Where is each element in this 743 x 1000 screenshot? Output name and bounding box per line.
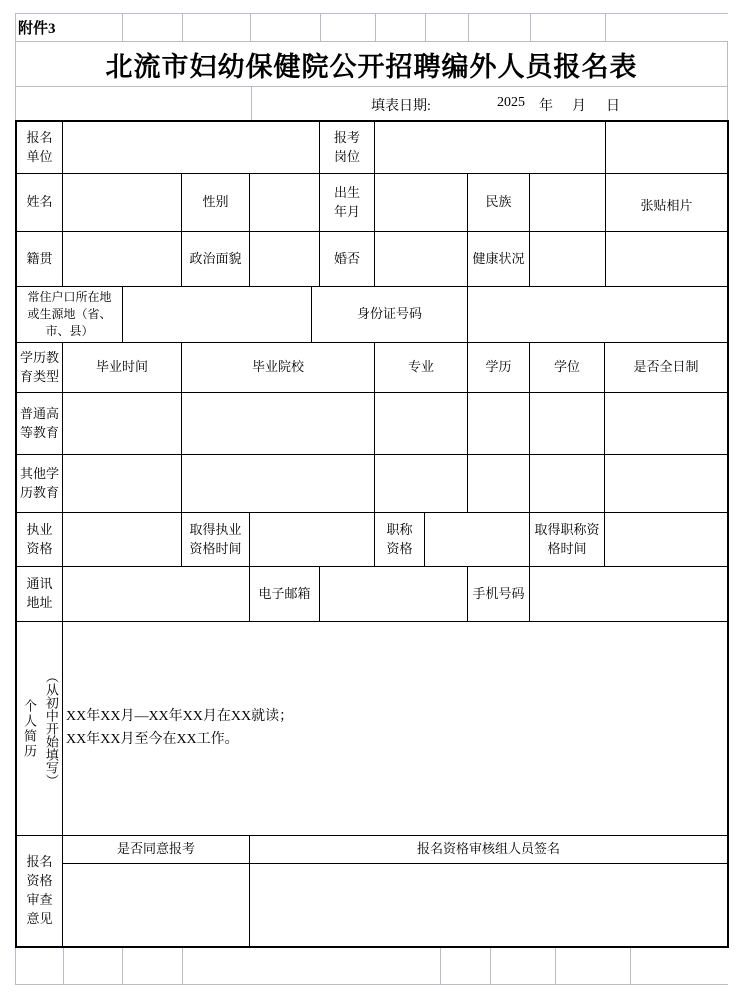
application-form-table (15, 120, 729, 948)
email-label: 电子邮箱 (250, 567, 320, 622)
other-edu-label: 其他学历教育 (17, 455, 63, 513)
attachment-label: 附件3 (18, 21, 56, 37)
sheet-cell[interactable] (123, 14, 183, 41)
education-header-row (17, 343, 727, 393)
sheet-cell[interactable] (426, 14, 469, 41)
marital-label: 婚否 (320, 232, 375, 287)
higher-edu-degree-cell[interactable] (530, 393, 605, 455)
date-month-unit: 月 (572, 99, 586, 114)
other-edu-major-cell[interactable] (375, 455, 468, 513)
other-edu-school-cell[interactable] (182, 455, 375, 513)
pro-title-time-label: 取得职称资格时间 (530, 513, 605, 567)
higher-edu-level-cell[interactable] (468, 393, 530, 455)
date-row (15, 87, 728, 120)
sheet-cell[interactable] (631, 948, 728, 984)
sign-input-cell[interactable] (250, 864, 727, 946)
sheet-cell[interactable] (251, 14, 321, 41)
residence-input-cell[interactable] (123, 287, 312, 343)
table-row (17, 287, 727, 343)
sheet-cell[interactable] (16, 948, 64, 984)
photo-cell[interactable] (605, 122, 727, 287)
practice-qualification-label: 执业资格 (17, 513, 63, 567)
applied-post-label: 报考岗位 (320, 122, 375, 174)
higher-edu-major-cell[interactable] (375, 393, 468, 455)
date-year-unit: 年 (539, 99, 553, 114)
applicant-unit-label: 报名单位 (17, 122, 63, 174)
major-header: 专业 (375, 343, 468, 393)
gender-input-cell[interactable] (250, 174, 320, 232)
sheet-cell[interactable] (376, 14, 426, 41)
native-place-label: 籍贯 (17, 232, 63, 287)
education-row (17, 455, 727, 513)
practice-time-label: 取得执业资格时间 (182, 513, 250, 567)
higher-edu-time-cell[interactable] (63, 393, 182, 455)
practice-qualification-input-cell[interactable] (63, 513, 182, 567)
residence-label: 常住户口所在地或生源地（省、市、县） (17, 287, 123, 343)
table-row (17, 567, 727, 622)
other-edu-degree-cell[interactable] (530, 455, 605, 513)
sheet-grid-bottom (15, 948, 728, 985)
fulltime-header: 是否全日制 (605, 343, 727, 393)
sheet-cell[interactable] (321, 14, 376, 41)
sheet-cell[interactable] (491, 948, 556, 984)
mobile-input-cell[interactable] (530, 567, 727, 622)
other-edu-fulltime-cell[interactable] (605, 455, 727, 513)
marital-input-cell[interactable] (375, 232, 468, 287)
review-label-cell: 报名资格审查意见 (17, 836, 63, 946)
sheet-cell[interactable] (469, 14, 531, 41)
resume-row (17, 622, 727, 836)
practice-time-input-cell[interactable] (250, 513, 375, 567)
id-number-label: 身份证号码 (312, 287, 468, 343)
id-number-input-cell[interactable] (468, 287, 727, 343)
email-input-cell[interactable] (320, 567, 468, 622)
political-status-input-cell[interactable] (250, 232, 320, 287)
other-edu-time-cell[interactable] (63, 455, 182, 513)
pro-title-time-input-cell[interactable] (605, 513, 727, 567)
date-year-value[interactable]: 2025 (497, 95, 525, 110)
agree-input-cell[interactable] (63, 864, 250, 946)
sheet-cell[interactable] (606, 14, 728, 41)
higher-edu-school-cell[interactable] (182, 393, 375, 455)
sheet-cell[interactable] (183, 948, 441, 984)
photo-label: 张贴相片 (640, 197, 693, 213)
review-subtable (63, 836, 727, 946)
native-place-input-cell[interactable] (63, 232, 182, 287)
resume-input-cell[interactable] (63, 622, 727, 836)
name-input-cell[interactable] (63, 174, 182, 232)
table-row (17, 513, 727, 567)
pro-title-label: 职称资格 (375, 513, 425, 567)
date-day-unit: 日 (606, 99, 620, 114)
higher-edu-fulltime-cell[interactable] (605, 393, 727, 455)
higher-edu-label: 普通高等教育 (17, 393, 63, 455)
sheet-cell[interactable] (123, 948, 183, 984)
address-label: 通讯地址 (17, 567, 63, 622)
other-edu-level-cell[interactable] (468, 455, 530, 513)
education-row (17, 393, 727, 455)
sheet-cell[interactable] (183, 14, 251, 41)
gender-label: 性别 (182, 174, 250, 232)
birth-input-cell[interactable] (375, 174, 468, 232)
graduation-school-header: 毕业院校 (182, 343, 375, 393)
ethnicity-label: 民族 (468, 174, 530, 232)
sign-label: 报名资格审核组人员签名 (250, 836, 727, 864)
resume-label-cell (17, 622, 63, 836)
political-status-label: 政治面貌 (182, 232, 250, 287)
resume-line: XX年XX月—XX年XX月在XX就读； (66, 709, 294, 725)
date-label: 填表日期: (371, 99, 431, 114)
applicant-unit-input-cell[interactable] (63, 122, 320, 174)
graduation-time-header: 毕业时间 (63, 343, 182, 393)
gridline (251, 87, 252, 120)
sheet-cell[interactable] (531, 14, 606, 41)
form-title: 北流市妇幼保健院公开招聘编外人员报名表 (105, 51, 638, 82)
birth-label: 出生年月 (320, 174, 375, 232)
degree-level-header: 学历 (468, 343, 530, 393)
degree-header: 学位 (530, 343, 605, 393)
resume-label: 个人简历 (22, 698, 37, 759)
review-row (17, 836, 727, 946)
sheet-cell[interactable] (556, 948, 631, 984)
edu-type-header: 学历教育类型 (17, 343, 63, 393)
agree-label: 是否同意报考 (63, 836, 250, 864)
sheet-grid-top (15, 13, 728, 42)
health-label: 健康状况 (468, 232, 530, 287)
pro-title-input-cell[interactable] (425, 513, 530, 567)
address-input-cell[interactable] (63, 567, 250, 622)
sheet-cell[interactable] (441, 948, 491, 984)
name-label: 姓名 (17, 174, 63, 232)
sheet-cell[interactable] (64, 948, 123, 984)
resume-line: XX年XX月至今在XX工作。 (66, 731, 239, 747)
mobile-label: 手机号码 (468, 567, 530, 622)
resume-label-note: （从初中开始填写） (43, 670, 59, 787)
